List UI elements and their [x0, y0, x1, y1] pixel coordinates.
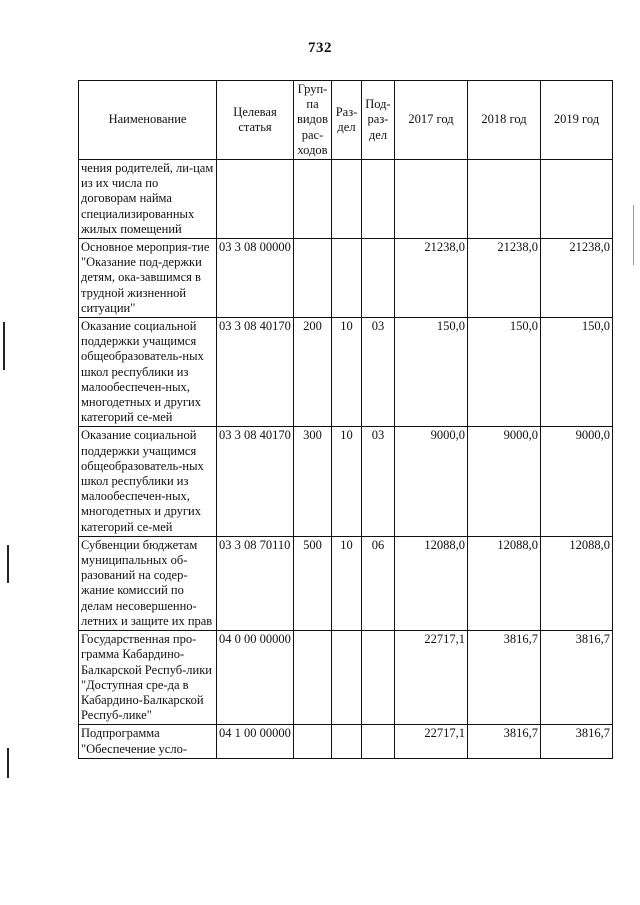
row-code: 03 3 08 00000 [217, 239, 294, 318]
row-name: чения родителей, ли-цам из их числа по договорам найма специализированных жилых помещений [79, 160, 217, 239]
row-code [217, 160, 294, 239]
row-2019: 150,0 [541, 318, 613, 427]
header-subsection: Под-раз-дел [362, 81, 395, 160]
table-row [79, 725, 613, 758]
row-2017: 22717,1 [395, 725, 468, 758]
row-subsection [362, 160, 395, 239]
row-name: Оказание социальной поддержки учащимся общеобразователь-ных школ республики из малообеспечен-ных, многодетных и других категорий се-мей [79, 427, 217, 536]
row-name: Оказание социальной поддержки учащимся общеобразователь-ных школ республики из малообеспечен-ных, многодетных и других категорий се-мей [79, 318, 217, 427]
header-section: Раз-дел [332, 81, 362, 160]
row-subsection: 03 [362, 427, 395, 536]
row-2017: 21238,0 [395, 239, 468, 318]
row-code: 03 3 08 40170 [217, 318, 294, 427]
budget-table [78, 80, 613, 759]
row-section: 10 [332, 536, 362, 630]
scan-artifact-left-mid [7, 545, 9, 583]
row-group [294, 725, 332, 758]
row-section: 10 [332, 318, 362, 427]
row-name: Подпрограмма "Обеспечение усло- [79, 725, 217, 758]
row-name: Государственная про-грамма Кабардино-Балкарской Респуб-лики "Доступная сре-да в Кабардино-Балкарской Респуб-лике" [79, 631, 217, 725]
row-section [332, 725, 362, 758]
row-section: 10 [332, 427, 362, 536]
row-section [332, 239, 362, 318]
row-code: 04 0 00 00000 [217, 631, 294, 725]
scan-artifact-left-low [7, 748, 9, 778]
row-name: Основное мероприя-тие "Оказание под-держки детям, ока-завшимся в трудной жизненной ситуации" [79, 239, 217, 318]
row-group: 200 [294, 318, 332, 427]
row-subsection: 06 [362, 536, 395, 630]
header-year-2018: 2018 год [468, 81, 541, 160]
scan-artifact-right [633, 205, 634, 265]
scan-artifact-left-top [3, 322, 5, 370]
row-2019: 3816,7 [541, 631, 613, 725]
row-section [332, 160, 362, 239]
row-2019: 21238,0 [541, 239, 613, 318]
row-2017 [395, 160, 468, 239]
header-year-2019: 2019 год [541, 81, 613, 160]
row-2018: 3816,7 [468, 631, 541, 725]
row-group [294, 160, 332, 239]
header-year-2017: 2017 год [395, 81, 468, 160]
table-row [79, 536, 613, 630]
row-2018: 150,0 [468, 318, 541, 427]
row-2017: 150,0 [395, 318, 468, 427]
row-2018 [468, 160, 541, 239]
row-2019: 3816,7 [541, 725, 613, 758]
table-row [79, 239, 613, 318]
table-header-row [79, 81, 613, 160]
row-subsection [362, 631, 395, 725]
row-code: 03 3 08 70110 [217, 536, 294, 630]
table-row [79, 160, 613, 239]
row-section [332, 631, 362, 725]
row-2018: 12088,0 [468, 536, 541, 630]
header-name: Наименование [79, 81, 217, 160]
table-row [79, 427, 613, 536]
table-row [79, 631, 613, 725]
header-expense-group: Груп-па видов рас-ходов [294, 81, 332, 160]
row-group: 500 [294, 536, 332, 630]
row-2019 [541, 160, 613, 239]
header-target-article: Целевая статья [217, 81, 294, 160]
row-2019: 9000,0 [541, 427, 613, 536]
row-2017: 9000,0 [395, 427, 468, 536]
row-2017: 12088,0 [395, 536, 468, 630]
row-2019: 12088,0 [541, 536, 613, 630]
row-group: 300 [294, 427, 332, 536]
row-code: 04 1 00 00000 [217, 725, 294, 758]
row-group [294, 239, 332, 318]
row-name: Субвенции бюджетам муниципальных об-разований на содер-жание комиссий по делам несовершенно-летних и защите их прав [79, 536, 217, 630]
page-number: 732 [308, 40, 332, 56]
table-row [79, 318, 613, 427]
row-group [294, 631, 332, 725]
row-2018: 3816,7 [468, 725, 541, 758]
row-subsection: 03 [362, 318, 395, 427]
row-2018: 9000,0 [468, 427, 541, 536]
row-subsection [362, 725, 395, 758]
row-2018: 21238,0 [468, 239, 541, 318]
row-2017: 22717,1 [395, 631, 468, 725]
row-code: 03 3 08 40170 [217, 427, 294, 536]
row-subsection [362, 239, 395, 318]
